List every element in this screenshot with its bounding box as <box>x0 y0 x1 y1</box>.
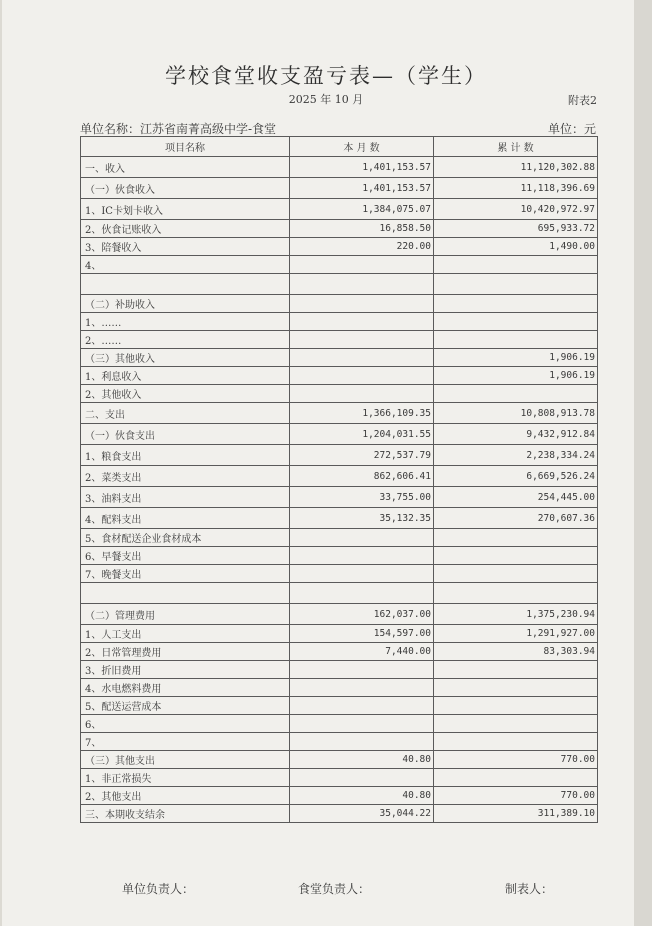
row-item-name: 4、 <box>81 256 290 274</box>
table-row <box>81 349 598 367</box>
row-month-value: 272,537.79 <box>290 445 434 466</box>
preparer-label: 制表人： <box>505 882 554 896</box>
row-cumulative-value: 311,389.10 <box>434 805 598 823</box>
row-item-name: （三）其他收入 <box>81 349 290 367</box>
row-item-name: 二、支出 <box>81 403 290 424</box>
row-month-value <box>290 547 434 565</box>
table-row <box>81 787 598 805</box>
row-month-value: 40.80 <box>290 787 434 805</box>
table-row <box>81 679 598 697</box>
row-cumulative-value <box>434 661 598 679</box>
row-item-name <box>81 583 290 604</box>
row-month-value <box>290 295 434 313</box>
row-month-value: 16,858.50 <box>290 220 434 238</box>
unit-name: 单位名称：江苏省南菁高级中学-食堂 <box>80 122 277 136</box>
table-row <box>81 487 598 508</box>
profit-loss-table <box>80 136 598 823</box>
row-cumulative-value <box>434 295 598 313</box>
table-row <box>81 220 598 238</box>
row-item-name: （二）管理费用 <box>81 604 290 625</box>
table-row <box>81 403 598 424</box>
row-month-value: 862,606.41 <box>290 466 434 487</box>
row-item-name: 2、其他收入 <box>81 385 290 403</box>
row-cumulative-value <box>434 697 598 715</box>
row-cumulative-value: 2,238,334.24 <box>434 445 598 466</box>
row-item-name: 2、…… <box>81 331 290 349</box>
row-cumulative-value: 1,490.00 <box>434 238 598 256</box>
row-item-name: 3、折旧费用 <box>81 661 290 679</box>
row-item-name: （一）伙食支出 <box>81 424 290 445</box>
row-month-value <box>290 367 434 385</box>
document-title: 学校食堂收支盈亏表—（学生） <box>165 64 487 88</box>
row-cumulative-value: 83,303.94 <box>434 643 598 661</box>
row-month-value: 1,401,153.57 <box>290 178 434 199</box>
table-row <box>81 583 598 604</box>
table-row <box>81 643 598 661</box>
table-row <box>81 625 598 643</box>
row-month-value <box>290 697 434 715</box>
header-item-name: 项目名称 <box>81 137 290 157</box>
row-cumulative-value: 695,933.72 <box>434 220 598 238</box>
row-cumulative-value: 9,432,912.84 <box>434 424 598 445</box>
row-item-name: 7、 <box>81 733 290 751</box>
row-item-name: 2、其他支出 <box>81 787 290 805</box>
row-item-name <box>81 274 290 295</box>
row-item-name: 1、粮食支出 <box>81 445 290 466</box>
row-cumulative-value <box>434 565 598 583</box>
row-item-name: （二）补助收入 <box>81 295 290 313</box>
row-month-value: 1,384,075.07 <box>290 199 434 220</box>
row-item-name: 2、日常管理费用 <box>81 643 290 661</box>
row-month-value: 162,037.00 <box>290 604 434 625</box>
row-item-name: 3、陪餐收入 <box>81 238 290 256</box>
paper-edge <box>634 0 652 926</box>
row-cumulative-value: 11,118,396.69 <box>434 178 598 199</box>
row-cumulative-value: 10,808,913.78 <box>434 403 598 424</box>
table-row <box>81 751 598 769</box>
header-cumulative: 累 计 数 <box>434 137 598 157</box>
row-month-value <box>290 733 434 751</box>
row-cumulative-value <box>434 547 598 565</box>
row-cumulative-value: 6,669,526.24 <box>434 466 598 487</box>
table-header-row <box>81 137 598 157</box>
table-row <box>81 157 598 178</box>
row-cumulative-value <box>434 679 598 697</box>
row-month-value: 35,044.22 <box>290 805 434 823</box>
row-item-name: 4、水电燃料费用 <box>81 679 290 697</box>
table-row <box>81 367 598 385</box>
row-month-value: 220.00 <box>290 238 434 256</box>
table-row <box>81 733 598 751</box>
row-item-name: 4、配料支出 <box>81 508 290 529</box>
row-item-name: （三）其他支出 <box>81 751 290 769</box>
row-item-name: 6、早餐支出 <box>81 547 290 565</box>
row-month-value: 1,204,031.55 <box>290 424 434 445</box>
row-item-name: 1、…… <box>81 313 290 331</box>
row-month-value: 40.80 <box>290 751 434 769</box>
row-item-name: 5、配送运营成本 <box>81 697 290 715</box>
table-row <box>81 529 598 547</box>
row-cumulative-value <box>434 715 598 733</box>
table-row <box>81 466 598 487</box>
row-month-value <box>290 274 434 295</box>
table-row <box>81 385 598 403</box>
table-row <box>81 445 598 466</box>
unit-head-label: 单位负责人： <box>122 882 195 896</box>
row-month-value <box>290 313 434 331</box>
row-item-name: 3、油料支出 <box>81 487 290 508</box>
row-month-value <box>290 385 434 403</box>
row-cumulative-value: 770.00 <box>434 751 598 769</box>
table-body <box>81 157 598 823</box>
table-row <box>81 199 598 220</box>
row-cumulative-value: 1,906.19 <box>434 367 598 385</box>
table-row <box>81 508 598 529</box>
currency-unit: 单位：元 <box>547 122 596 136</box>
row-month-value <box>290 769 434 787</box>
header-month: 本 月 数 <box>290 137 434 157</box>
row-cumulative-value: 1,906.19 <box>434 349 598 367</box>
row-month-value: 154,597.00 <box>290 625 434 643</box>
row-item-name: 1、利息收入 <box>81 367 290 385</box>
row-cumulative-value <box>434 529 598 547</box>
row-month-value: 33,755.00 <box>290 487 434 508</box>
table-row <box>81 295 598 313</box>
row-item-name: 1、人工支出 <box>81 625 290 643</box>
row-month-value <box>290 715 434 733</box>
row-item-name: （一）伙食收入 <box>81 178 290 199</box>
row-month-value: 7,440.00 <box>290 643 434 661</box>
row-cumulative-value <box>434 385 598 403</box>
row-month-value <box>290 256 434 274</box>
report-date: 2025 年 10 月 <box>288 93 364 106</box>
row-cumulative-value <box>434 256 598 274</box>
table-row <box>81 661 598 679</box>
row-month-value: 35,132.35 <box>290 508 434 529</box>
table-row <box>81 547 598 565</box>
row-item-name: 1、IC卡划卡收入 <box>81 199 290 220</box>
row-month-value: 1,401,153.57 <box>290 157 434 178</box>
row-cumulative-value: 254,445.00 <box>434 487 598 508</box>
annex-label: 附表2 <box>568 94 597 107</box>
row-month-value <box>290 349 434 367</box>
table-row <box>81 274 598 295</box>
row-month-value <box>290 661 434 679</box>
table-row <box>81 805 598 823</box>
table-row <box>81 256 598 274</box>
row-month-value <box>290 583 434 604</box>
row-cumulative-value <box>434 313 598 331</box>
table-row <box>81 715 598 733</box>
table-row <box>81 331 598 349</box>
row-item-name: 7、晚餐支出 <box>81 565 290 583</box>
canteen-head-label: 食堂负责人： <box>298 882 371 896</box>
row-cumulative-value <box>434 274 598 295</box>
row-cumulative-value: 10,420,972.97 <box>434 199 598 220</box>
row-cumulative-value: 1,375,230.94 <box>434 604 598 625</box>
row-month-value <box>290 565 434 583</box>
row-month-value <box>290 529 434 547</box>
row-cumulative-value: 11,120,302.88 <box>434 157 598 178</box>
row-item-name: 2、菜类支出 <box>81 466 290 487</box>
row-item-name: 6、 <box>81 715 290 733</box>
table-row <box>81 565 598 583</box>
row-cumulative-value: 770.00 <box>434 787 598 805</box>
row-item-name: 2、伙食记账收入 <box>81 220 290 238</box>
table-row <box>81 604 598 625</box>
table-row <box>81 313 598 331</box>
row-cumulative-value: 1,291,927.00 <box>434 625 598 643</box>
row-cumulative-value <box>434 733 598 751</box>
row-item-name: 三、本期收支结余 <box>81 805 290 823</box>
table-row <box>81 697 598 715</box>
row-cumulative-value: 270,607.36 <box>434 508 598 529</box>
row-item-name: 一、收入 <box>81 157 290 178</box>
table-row <box>81 238 598 256</box>
row-cumulative-value <box>434 769 598 787</box>
table-row <box>81 424 598 445</box>
row-item-name: 5、食材配送企业食材成本 <box>81 529 290 547</box>
row-month-value <box>290 331 434 349</box>
table-row <box>81 769 598 787</box>
table-row <box>81 178 598 199</box>
row-month-value: 1,366,109.35 <box>290 403 434 424</box>
row-cumulative-value <box>434 331 598 349</box>
row-month-value <box>290 679 434 697</box>
row-item-name: 1、非正常损失 <box>81 769 290 787</box>
row-cumulative-value <box>434 583 598 604</box>
